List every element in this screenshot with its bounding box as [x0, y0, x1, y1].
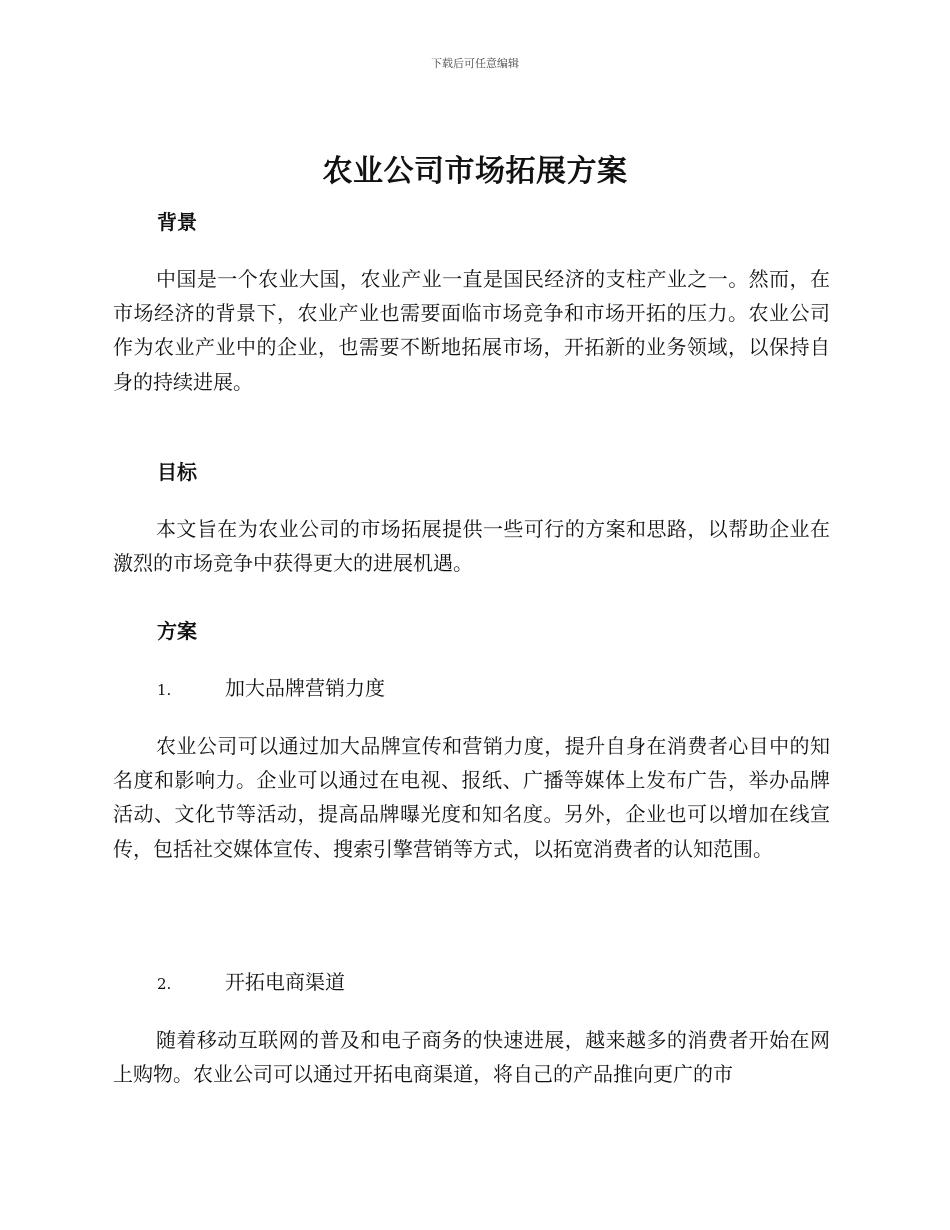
- heading-plan: 方案: [157, 619, 197, 643]
- paragraph-plan-2: 随着移动互联网的普及和电子商务的快速进展，越来越多的消费者开始在网上购物。农业公司可以通过开拓电商渠道，将自己的产品推向更广的市: [113, 1028, 830, 1087]
- paragraph-goal: 本文旨在为农业公司的市场拓展提供一些可行的方案和思路，以帮助企业在激烈的市场竞争中获得更大的进展机遇。: [113, 517, 830, 576]
- heading-goal: 目标: [157, 460, 197, 484]
- list-item-1-title: 加大品牌营销力度: [225, 676, 385, 700]
- list-item-1-number: 1.: [157, 681, 172, 699]
- header-note: 下载后可任意编辑: [431, 57, 519, 70]
- list-item-2-number: 2.: [157, 975, 172, 993]
- paragraph-background: 中国是一个农业大国，农业产业一直是国民经济的支柱产业之一。然而，在市场经济的背景下，农业产业也需要面临市场竞争和市场开拓的压力。农业公司作为农业产业中的企业，也需要不断地拓展市场，开拓新的业务领域，以保持自身的持续进展。: [113, 267, 830, 394]
- heading-background: 背景: [157, 210, 197, 234]
- list-item-1: [157, 673, 385, 705]
- list-item-2-title: 开拓电商渠道: [225, 970, 345, 994]
- paragraph-plan-1: 农业公司可以通过加大品牌宣传和营销力度，提升自身在消费者心目中的知名度和影响力。企业可以通过在电视、报纸、广播等媒体上发布广告，举办品牌活动、文化节等活动，提高品牌曝光度和知名度。另外，企业也可以增加在线宣传，包括社交媒体宣传、搜索引擎营销等方式，以拓宽消费者的认知范围。: [113, 734, 830, 861]
- list-item-2: [157, 967, 345, 999]
- document-title: 农业公司市场拓展方案: [322, 154, 628, 189]
